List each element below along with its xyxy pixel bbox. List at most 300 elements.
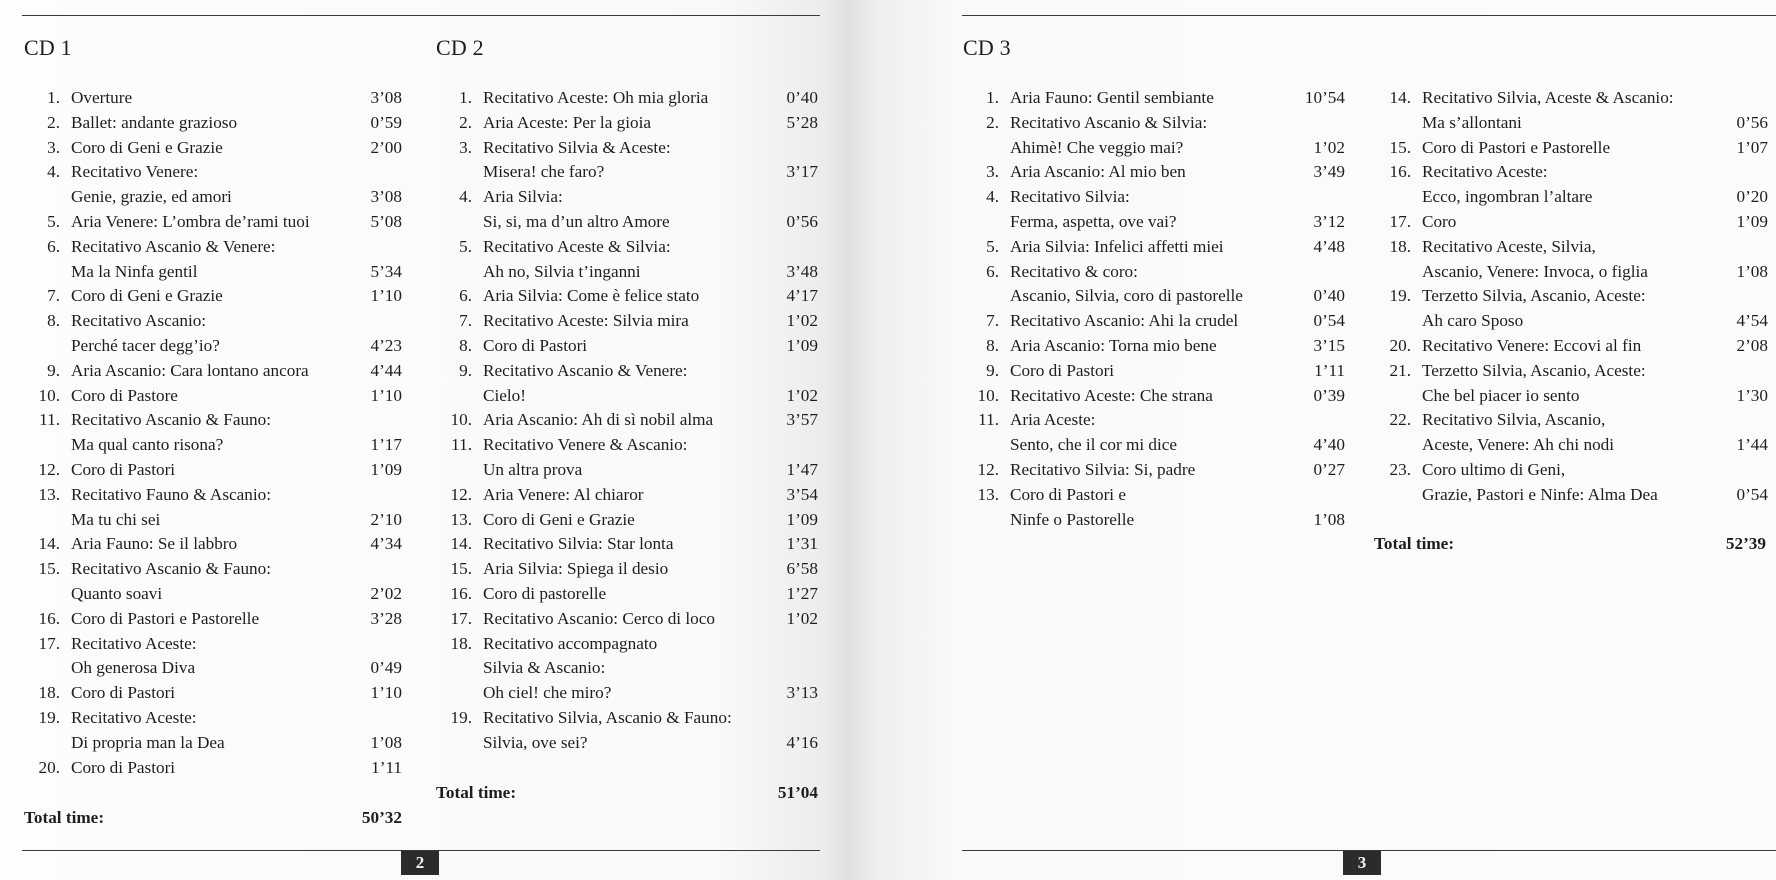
- track-duration: 0’39: [1313, 385, 1345, 405]
- track-body: [1422, 235, 1768, 285]
- track-line: [1422, 235, 1768, 260]
- track-line: [71, 681, 402, 706]
- track-duration: 1’02: [786, 608, 818, 628]
- track-item: [961, 260, 1345, 310]
- track-item: [961, 160, 1345, 185]
- right-page: [850, 0, 1776, 880]
- track-item: [434, 408, 818, 433]
- track-line: [71, 706, 402, 731]
- track-number: 7.: [47, 286, 60, 306]
- track-title: Che bel piacer io sento: [1422, 385, 1580, 405]
- track-body: [71, 483, 402, 533]
- track-title: Aceste, Venere: Ah chi nodi: [1422, 435, 1615, 455]
- track-item: [961, 483, 1345, 533]
- cd2-title: CD 2: [436, 35, 484, 60]
- track-item: [1373, 334, 1768, 359]
- track-duration: 3’13: [786, 683, 818, 703]
- track-line: [1010, 185, 1345, 210]
- track-number: 5.: [986, 236, 999, 256]
- track-body: [483, 483, 818, 508]
- track-line: [71, 284, 402, 309]
- track-body: [1010, 334, 1345, 359]
- track-item: [22, 532, 402, 557]
- track-number: 10.: [450, 410, 472, 430]
- track-body: [1422, 284, 1768, 334]
- top-rule: [22, 15, 820, 16]
- track-duration: 1’09: [370, 459, 402, 479]
- track-duration: 3’12: [1313, 211, 1345, 231]
- track-body: [483, 532, 818, 557]
- track-duration: 3’08: [370, 187, 402, 207]
- track-number: 13.: [38, 484, 60, 504]
- track-duration: 6’58: [786, 559, 818, 579]
- track-line: [483, 607, 818, 632]
- track-body: [1422, 408, 1768, 458]
- track-item: [1373, 160, 1768, 210]
- track-line: [71, 607, 402, 632]
- track-item: [22, 309, 402, 359]
- track-title: Aria Venere: Al chiaror: [483, 484, 644, 504]
- track-line: [71, 508, 402, 533]
- track-number: 11.: [39, 410, 60, 430]
- track-item: [961, 111, 1345, 161]
- track-duration: 0’49: [370, 658, 402, 678]
- track-title: Recitativo Venere:: [71, 162, 199, 182]
- track-item: [22, 86, 402, 111]
- cd1-total-time: 50’32: [361, 808, 402, 827]
- track-title: Un altra prova: [483, 459, 583, 479]
- track-line: [71, 557, 402, 582]
- track-title: Ascanio, Venere: Invoca, o figlia: [1422, 261, 1648, 281]
- track-title: Genie, grazie, ed amori: [71, 187, 232, 207]
- track-item: [961, 235, 1345, 260]
- cd3-track-list-col1: [961, 86, 1345, 532]
- track-body: [71, 532, 402, 557]
- track-line: [71, 185, 402, 210]
- track-body: [71, 235, 402, 285]
- track-title: Recitativo Ascanio: Ahi la crudel: [1010, 311, 1239, 331]
- cd2-total-time: 51’04: [777, 783, 818, 802]
- track-title: Recitativo accompagnato: [483, 633, 658, 653]
- page-number: 2: [401, 851, 439, 875]
- track-line: [483, 210, 818, 235]
- track-number: 13.: [450, 509, 472, 529]
- track-duration: 0’40: [786, 88, 818, 107]
- track-item: [22, 284, 402, 309]
- track-duration: 10’54: [1304, 88, 1345, 107]
- track-duration: 3’08: [370, 88, 402, 107]
- track-duration: 2’00: [370, 137, 402, 157]
- track-line: [1010, 334, 1345, 359]
- track-duration: 3’15: [1313, 335, 1345, 355]
- track-number: 8.: [459, 335, 472, 355]
- track-body: [1010, 160, 1345, 185]
- track-number: 15.: [38, 559, 60, 579]
- track-number: 10.: [977, 385, 999, 405]
- track-body: [71, 756, 402, 781]
- track-title: Recitativo Silvia:: [1010, 187, 1130, 207]
- track-line: [483, 458, 818, 483]
- track-body: [71, 706, 402, 756]
- track-title: Ecco, ingombran l’altare: [1422, 187, 1593, 207]
- track-line: [1010, 483, 1345, 508]
- track-title: Aria Silvia: Infelici affetti miei: [1010, 236, 1224, 256]
- track-body: [483, 111, 818, 136]
- track-body: [71, 359, 402, 384]
- track-body: [1010, 309, 1345, 334]
- track-title: Recitativo Silvia & Aceste:: [483, 137, 671, 157]
- track-item: [434, 334, 818, 359]
- track-line: [1422, 86, 1768, 111]
- track-number: 12.: [450, 484, 472, 504]
- track-item: [22, 160, 402, 210]
- track-title: Coro di Pastore: [71, 385, 178, 405]
- track-item: [1373, 408, 1768, 458]
- track-line: [1422, 284, 1768, 309]
- track-line: [1422, 408, 1768, 433]
- track-duration: 4’34: [370, 534, 402, 554]
- track-line: [71, 160, 402, 185]
- track-body: [1010, 185, 1345, 235]
- track-duration: 4’17: [786, 286, 818, 306]
- track-title: Recitativo Aceste: Silvia mira: [483, 311, 689, 331]
- track-item: [961, 334, 1345, 359]
- track-duration: 1’31: [786, 534, 818, 554]
- track-number: 13.: [977, 484, 999, 504]
- track-line: [483, 260, 818, 285]
- track-item: [22, 235, 402, 285]
- track-duration: 0’20: [1736, 187, 1768, 207]
- track-body: [483, 309, 818, 334]
- cd1-total-row: [24, 808, 402, 828]
- track-number: 5.: [47, 211, 60, 231]
- track-number: 21.: [1389, 360, 1411, 380]
- track-number: 1.: [986, 88, 999, 107]
- track-duration: 0’56: [1736, 112, 1768, 132]
- track-title: Aria Fauno: Se il labbro: [71, 534, 238, 554]
- track-number: 17.: [450, 608, 472, 628]
- track-title: Recitativo Ascanio & Silvia:: [1010, 112, 1208, 132]
- track-body: [483, 433, 818, 483]
- track-number: 16.: [1389, 162, 1411, 182]
- track-line: [1010, 384, 1345, 409]
- track-number: 19.: [450, 707, 472, 727]
- track-title: Terzetto Silvia, Ascanio, Aceste:: [1422, 286, 1646, 306]
- track-number: 4.: [459, 187, 472, 207]
- track-title: Recitativo Aceste & Silvia:: [483, 236, 671, 256]
- track-duration: 1’02: [786, 311, 818, 331]
- track-item: [434, 284, 818, 309]
- track-number: 1.: [459, 88, 472, 107]
- track-item: [434, 309, 818, 334]
- track-title: Coro di Geni e Grazie: [71, 286, 223, 306]
- track-title: Recitativo Silvia, Ascanio & Fauno:: [483, 707, 732, 727]
- track-body: [71, 557, 402, 607]
- track-number: 18.: [38, 683, 60, 703]
- track-title: Ferma, aspetta, ove vai?: [1010, 211, 1177, 231]
- track-body: [71, 384, 402, 409]
- track-line: [483, 334, 818, 359]
- track-line: [1010, 235, 1345, 260]
- track-line: [483, 731, 818, 756]
- track-line: [1422, 384, 1768, 409]
- track-body: [71, 458, 402, 483]
- track-number: 16.: [450, 583, 472, 603]
- track-title: Oh ciel! che miro?: [483, 683, 612, 703]
- track-title: Recitativo Silvia, Aceste & Ascanio:: [1422, 88, 1674, 107]
- track-title: Recitativo Aceste:: [71, 707, 197, 727]
- track-number: 17.: [1389, 211, 1411, 231]
- top-rule: [962, 15, 1776, 16]
- track-duration: 4’54: [1736, 311, 1768, 331]
- track-item: [434, 632, 818, 706]
- track-title: Recitativo Aceste:: [1422, 162, 1548, 182]
- track-line: [483, 359, 818, 384]
- track-number: 4.: [47, 162, 60, 182]
- track-line: [71, 334, 402, 359]
- track-item: [22, 483, 402, 533]
- cd3-total-time: 52’39: [1725, 534, 1766, 553]
- track-item: [434, 111, 818, 136]
- track-duration: 3’48: [786, 261, 818, 281]
- track-item: [22, 136, 402, 161]
- track-line: [71, 86, 402, 111]
- track-duration: 0’54: [1313, 311, 1345, 331]
- track-line: [1010, 136, 1345, 161]
- track-item: [22, 632, 402, 682]
- track-body: [1010, 260, 1345, 310]
- track-title: Silvia & Ascanio:: [483, 658, 606, 678]
- track-title: Di propria man la Dea: [71, 732, 225, 752]
- track-number: 7.: [459, 311, 472, 331]
- track-duration: 1’11: [1314, 360, 1345, 380]
- track-title: Recitativo Silvia, Ascanio,: [1422, 410, 1606, 430]
- track-title: Recitativo Aceste: Oh mia gloria: [483, 88, 709, 107]
- track-duration: 3’28: [370, 608, 402, 628]
- cd1-total-label: Total time:: [24, 808, 105, 827]
- track-number: 1.: [47, 88, 60, 107]
- track-title: Recitativo Ascanio:: [71, 311, 207, 331]
- track-item: [434, 557, 818, 582]
- track-duration: 5’34: [370, 261, 402, 281]
- track-line: [71, 582, 402, 607]
- track-number: 11.: [451, 435, 472, 455]
- track-body: [71, 210, 402, 235]
- track-title: Coro di Pastori: [71, 757, 176, 777]
- track-item: [434, 706, 818, 756]
- track-item: [434, 86, 818, 111]
- track-item: [22, 756, 402, 781]
- track-body: [71, 632, 402, 682]
- track-title: Aria Aceste:: [1010, 410, 1096, 430]
- track-body: [71, 408, 402, 458]
- track-number: 4.: [986, 187, 999, 207]
- track-item: [1373, 284, 1768, 334]
- track-body: [1010, 384, 1345, 409]
- track-line: [1422, 309, 1768, 334]
- track-line: [1422, 160, 1768, 185]
- track-line: [1010, 309, 1345, 334]
- track-body: [71, 111, 402, 136]
- track-title: Misera! che faro?: [483, 162, 605, 182]
- track-title: Aria Ascanio: Torna mio bene: [1010, 335, 1217, 355]
- track-duration: 4’48: [1313, 236, 1345, 256]
- track-body: [483, 582, 818, 607]
- track-item: [434, 582, 818, 607]
- track-line: [1010, 111, 1345, 136]
- track-line: [1422, 136, 1768, 161]
- track-body: [1422, 458, 1768, 508]
- track-number: 15.: [1389, 137, 1411, 157]
- track-title: Ah no, Silvia t’inganni: [483, 261, 641, 281]
- track-item: [1373, 86, 1768, 136]
- track-line: [1010, 508, 1345, 533]
- track-item: [961, 408, 1345, 458]
- track-line: [483, 632, 818, 657]
- track-body: [1010, 458, 1345, 483]
- track-title: Sento, che il cor mi dice: [1010, 435, 1178, 455]
- track-item: [961, 359, 1345, 384]
- track-line: [483, 483, 818, 508]
- track-item: [961, 86, 1345, 111]
- track-body: [1422, 136, 1768, 161]
- track-title: Coro di Pastori: [483, 335, 588, 355]
- track-number: 12.: [977, 459, 999, 479]
- track-line: [71, 136, 402, 161]
- track-title: Overture: [71, 88, 133, 107]
- track-duration: 0’40: [1313, 286, 1345, 306]
- track-line: [483, 136, 818, 161]
- track-line: [483, 160, 818, 185]
- track-duration: 3’57: [786, 410, 818, 430]
- track-item: [434, 508, 818, 533]
- track-title: Coro di pastorelle: [483, 583, 607, 603]
- track-line: [1422, 433, 1768, 458]
- track-number: 10.: [38, 385, 60, 405]
- track-line: [71, 408, 402, 433]
- track-duration: 3’54: [786, 484, 818, 504]
- track-item: [1373, 235, 1768, 285]
- track-body: [1010, 408, 1345, 458]
- track-number: 6.: [459, 286, 472, 306]
- track-duration: 1’02: [786, 385, 818, 405]
- track-number: 15.: [450, 559, 472, 579]
- track-title: Coro di Pastori e Pastorelle: [71, 608, 260, 628]
- track-body: [483, 632, 818, 706]
- track-duration: 1’08: [1313, 509, 1345, 529]
- track-number: 11.: [978, 410, 999, 430]
- track-duration: 1’10: [370, 683, 402, 703]
- track-number: 20.: [1389, 335, 1411, 355]
- track-body: [1422, 334, 1768, 359]
- track-duration: 4’40: [1313, 435, 1345, 455]
- track-item: [961, 309, 1345, 334]
- track-title: Perché tacer degg’io?: [71, 335, 220, 355]
- track-title: Silvia, ove sei?: [483, 732, 588, 752]
- track-duration: 1’09: [1736, 211, 1768, 231]
- track-body: [483, 508, 818, 533]
- track-line: [1010, 433, 1345, 458]
- track-title: Ah caro Sposo: [1422, 311, 1524, 331]
- track-body: [1422, 86, 1768, 136]
- track-number: 14.: [450, 534, 472, 554]
- track-duration: 1’08: [370, 732, 402, 752]
- track-title: Coro di Pastori: [1010, 360, 1115, 380]
- track-line: [483, 284, 818, 309]
- track-title: Si, si, ma d’un altro Amore: [483, 211, 670, 231]
- track-title: Grazie, Pastori e Ninfe: Alma Dea: [1422, 484, 1658, 504]
- track-item: [22, 557, 402, 607]
- track-body: [1010, 483, 1345, 533]
- track-line: [1422, 260, 1768, 285]
- track-title: Recitativo Ascanio & Fauno:: [71, 559, 272, 579]
- track-body: [483, 408, 818, 433]
- track-line: [71, 483, 402, 508]
- track-title: Coro di Geni e Grazie: [71, 137, 223, 157]
- track-duration: 1’27: [786, 583, 818, 603]
- track-duration: 1’09: [786, 335, 818, 355]
- track-item: [434, 433, 818, 483]
- track-number: 17.: [38, 633, 60, 653]
- track-body: [1010, 359, 1345, 384]
- track-body: [1422, 160, 1768, 210]
- track-body: [1010, 111, 1345, 161]
- track-body: [71, 136, 402, 161]
- track-title: Ma qual canto risona?: [71, 435, 224, 455]
- track-line: [1010, 458, 1345, 483]
- cd3-total-row: [1374, 534, 1766, 554]
- track-item: [22, 607, 402, 632]
- track-duration: 1’17: [370, 435, 402, 455]
- track-line: [483, 185, 818, 210]
- track-number: 9.: [47, 360, 60, 380]
- page-number: 3: [1343, 851, 1381, 875]
- track-line: [1422, 210, 1768, 235]
- track-duration: 0’54: [1736, 484, 1768, 504]
- track-item: [961, 458, 1345, 483]
- track-line: [1010, 408, 1345, 433]
- track-body: [71, 160, 402, 210]
- track-number: 14.: [1389, 88, 1411, 107]
- track-number: 19.: [1389, 286, 1411, 306]
- track-line: [71, 111, 402, 136]
- track-item: [22, 384, 402, 409]
- track-title: Ma tu chi sei: [71, 509, 161, 529]
- track-duration: 0’59: [370, 112, 402, 132]
- track-title: Quanto soavi: [71, 583, 163, 603]
- track-item: [22, 111, 402, 136]
- track-body: [483, 334, 818, 359]
- track-line: [483, 384, 818, 409]
- cd1-title: CD 1: [24, 35, 72, 60]
- track-title: Aria Silvia: Come è felice stato: [483, 286, 700, 306]
- track-title: Recitativo Ascanio: Cerco di loco: [483, 608, 715, 628]
- track-body: [71, 284, 402, 309]
- track-item: [434, 532, 818, 557]
- track-number: 3.: [47, 137, 60, 157]
- track-line: [1422, 359, 1768, 384]
- track-duration: 2’08: [1736, 335, 1768, 355]
- left-page: [0, 0, 850, 880]
- track-number: 7.: [986, 311, 999, 331]
- track-number: 8.: [47, 311, 60, 331]
- cd2-total-row: [436, 783, 818, 803]
- track-body: [71, 86, 402, 111]
- track-title: Recitativo Venere: Eccovi al fin: [1422, 335, 1642, 355]
- track-duration: 1’02: [1313, 137, 1345, 157]
- track-body: [483, 86, 818, 111]
- track-number: 16.: [38, 608, 60, 628]
